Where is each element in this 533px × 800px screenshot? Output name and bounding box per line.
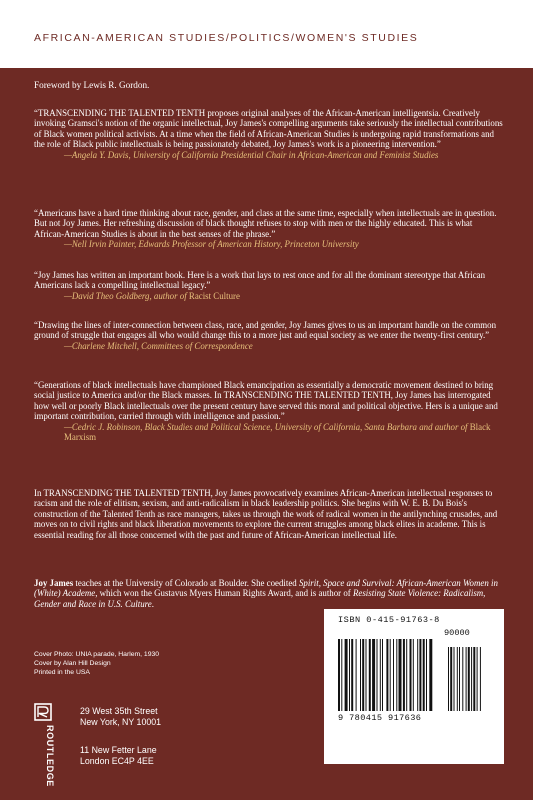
barcode-bar [341, 639, 342, 711]
foreword-line: Foreword by Lewis R. Gordon. [34, 80, 150, 90]
blurb-attribution: —Angela Y. Davis, University of California Presidential Chair in African-American and Feminist Studies [64, 149, 439, 160]
barcode-bar [362, 639, 364, 711]
bio-book-title-1: Spirit, Space and Survival: African-American Women in (White) Academe [34, 578, 498, 599]
addon-bar [450, 647, 452, 711]
barcode-bar [366, 639, 367, 711]
attribution-name: —David Theo Goldberg, author of [64, 290, 189, 301]
printed-in-line: Printed in the USA [34, 669, 90, 677]
us-address [80, 706, 161, 728]
blurb-attribution: —Nell Irvin Painter, Edwards Professor of American History, Princeton University [64, 239, 359, 250]
barcode-bar [372, 639, 375, 711]
barcode-bar [419, 639, 421, 711]
barcode-bar [426, 639, 427, 711]
blurb-3 [34, 270, 504, 301]
bio-text-1: teaches at the University of Colorado at Boulder. She coedited [73, 578, 299, 588]
addon-bar [477, 647, 478, 711]
barcode-bars [338, 639, 490, 711]
barcode-bar [356, 639, 357, 711]
blurb-attribution [34, 291, 504, 301]
blurb-attribution: —Charlene Mitchell, Committees of Correspondence [64, 340, 253, 351]
barcode-bar [349, 639, 350, 711]
blurb-text: “Joy James has written an important book. Here is a work that lays to rest once and for all the dominant stereotype that African Americans lack a compelling intellectual legacy.” [34, 270, 486, 291]
barcode-bar [399, 639, 402, 711]
addon-bar [468, 647, 470, 711]
uk-address-line-2: London EC4P 4EE [80, 756, 154, 766]
barcode-bar [380, 639, 381, 711]
addon-bar [454, 647, 455, 711]
blurb-text: “TRANSCENDING THE TALENTED TENTH proposes original analyses of the African-American intelligentsia. Creatively invoking Gramsci's notion of the organic intellectual, Joy James's compelling arguments take seriously the intellectual contributions of Black women political activists. At a time when the field of African-American Studies is undergoing rapid transformations and the role of Black public intellectuals is being passionately debated, Joy James's work is a pioneering intervention.” [34, 108, 503, 150]
routledge-logo [34, 704, 55, 788]
barcode-bar [351, 639, 353, 711]
addon-bar [471, 647, 472, 711]
description-text: In TRANSCENDING THE TALENTED TENTH, Joy James provocatively examines African-American intellectual responses to racism and the role of elitism, sexism, and anti-radicalism in black leadership politics. She begins with W. E. B. Du Bois's construction of the Talented Tenth as race managers, takes us through the work of radical women in the antilynching crusades, and moves on to civil rights and black liberation movements to explore the current struggles among black elites in academe. This is essential reading for all those concerned with the past and future of African-American intellectual life. [34, 488, 498, 540]
barcode-bar [417, 639, 418, 711]
blurb-4 [34, 320, 504, 351]
barcode-bar [369, 639, 371, 711]
uk-address-line-1: 11 New Fetter Lane [80, 745, 157, 755]
blurb-text: “Drawing the lines of inter-connection between class, race, and gender, Joy James gives to us an important handle on the common ground of struggle that engages all who would change this to a more just and equal society as we enter the twenty-first century.” [34, 320, 497, 341]
blurb-5 [34, 380, 504, 442]
price-code: 90000 [444, 628, 470, 638]
logo-wordmark: ROUTLEDGE [45, 725, 55, 787]
us-address-line-2: New York, NY 10001 [80, 717, 162, 727]
barcode-bar [423, 639, 425, 711]
addon-bar [448, 647, 449, 711]
barcode-bar [386, 639, 388, 711]
barcode-bar [382, 639, 383, 711]
bio-text-3: . [151, 598, 154, 609]
blurb-1 [34, 108, 504, 160]
blurb-text: “Generations of black intellectuals have championed Black emancipation as essentially a democratic movement destined to bring social justice to America and/or the Black masses. In TRANSCENDING THE TALENTED TENTH, Joy James has interrogated how well or poorly Black intellectuals over the present century have served this moral and political objective. Hers is a unique and important contribution, carried through with intelligence and passion.” [34, 380, 498, 422]
barcode-bar [377, 639, 378, 711]
barcode-bar [406, 639, 407, 711]
author-name: Joy James [34, 578, 74, 588]
barcode-bar [410, 639, 412, 711]
cover-photo-credit: Cover Photo: UNIA parade, Harlem, 1930 [34, 651, 160, 658]
addon-bar [459, 647, 460, 711]
barcode-bar [338, 639, 340, 711]
isbn-text: ISBN 0-415-91763-8 [338, 615, 440, 625]
barcode-bar [429, 639, 432, 711]
addon-bar [457, 647, 458, 711]
barcode-box [324, 609, 504, 764]
bio-book-title-2: Resisting State Violence: Radicalism, Gender and Race in U.S. Culture [34, 588, 486, 609]
bio-text-2: , which won the Gustavus Myers Human Rights Award, and is author of [95, 588, 353, 599]
cover-design-credit: Cover by Alan Hill Design [34, 660, 111, 668]
us-address-line-1: 29 West 35th Street [80, 706, 158, 716]
back-cover [0, 68, 533, 800]
barcode-bar [403, 639, 405, 711]
description [34, 488, 504, 540]
blurb-2 [34, 208, 504, 250]
barcode-bar [393, 639, 394, 711]
author-bio [34, 578, 504, 609]
addon-bar [473, 647, 475, 711]
cover-credits [34, 650, 159, 678]
addon-bar [466, 647, 467, 711]
category-header [0, 0, 533, 68]
attribution-book-title: Black Marxism [64, 421, 491, 443]
uk-address [80, 745, 157, 767]
attribution-book-title: Racist Culture [188, 290, 240, 301]
ean-digits: 9 780415 917636 [338, 713, 422, 723]
blurb-text: “Americans have a hard time thinking about race, gender, and class at the same time, especially when intellectuals are in question. But not Joy James. Her refreshing discussion of black thought refuses to stop with men or the highly educated. This is what African-American Studies is about in the best senses of the phrase.” [34, 208, 497, 239]
barcode-bar [360, 639, 361, 711]
category-line: AFRICAN-AMERICAN STUDIES/POLITICS/WOMEN'S STUDIES [34, 32, 419, 44]
barcode-bar [396, 639, 397, 711]
addon-bar [480, 647, 481, 711]
barcode-bar [390, 639, 391, 711]
barcode-bar [413, 639, 414, 711]
blurb-attribution [34, 422, 504, 443]
barcode-bar [345, 639, 348, 711]
attribution-name: —Cedric J. Robinson, Black Studies and Political Science, University of California, Santa Barbara and author of [64, 421, 470, 432]
addon-bar [462, 647, 463, 711]
